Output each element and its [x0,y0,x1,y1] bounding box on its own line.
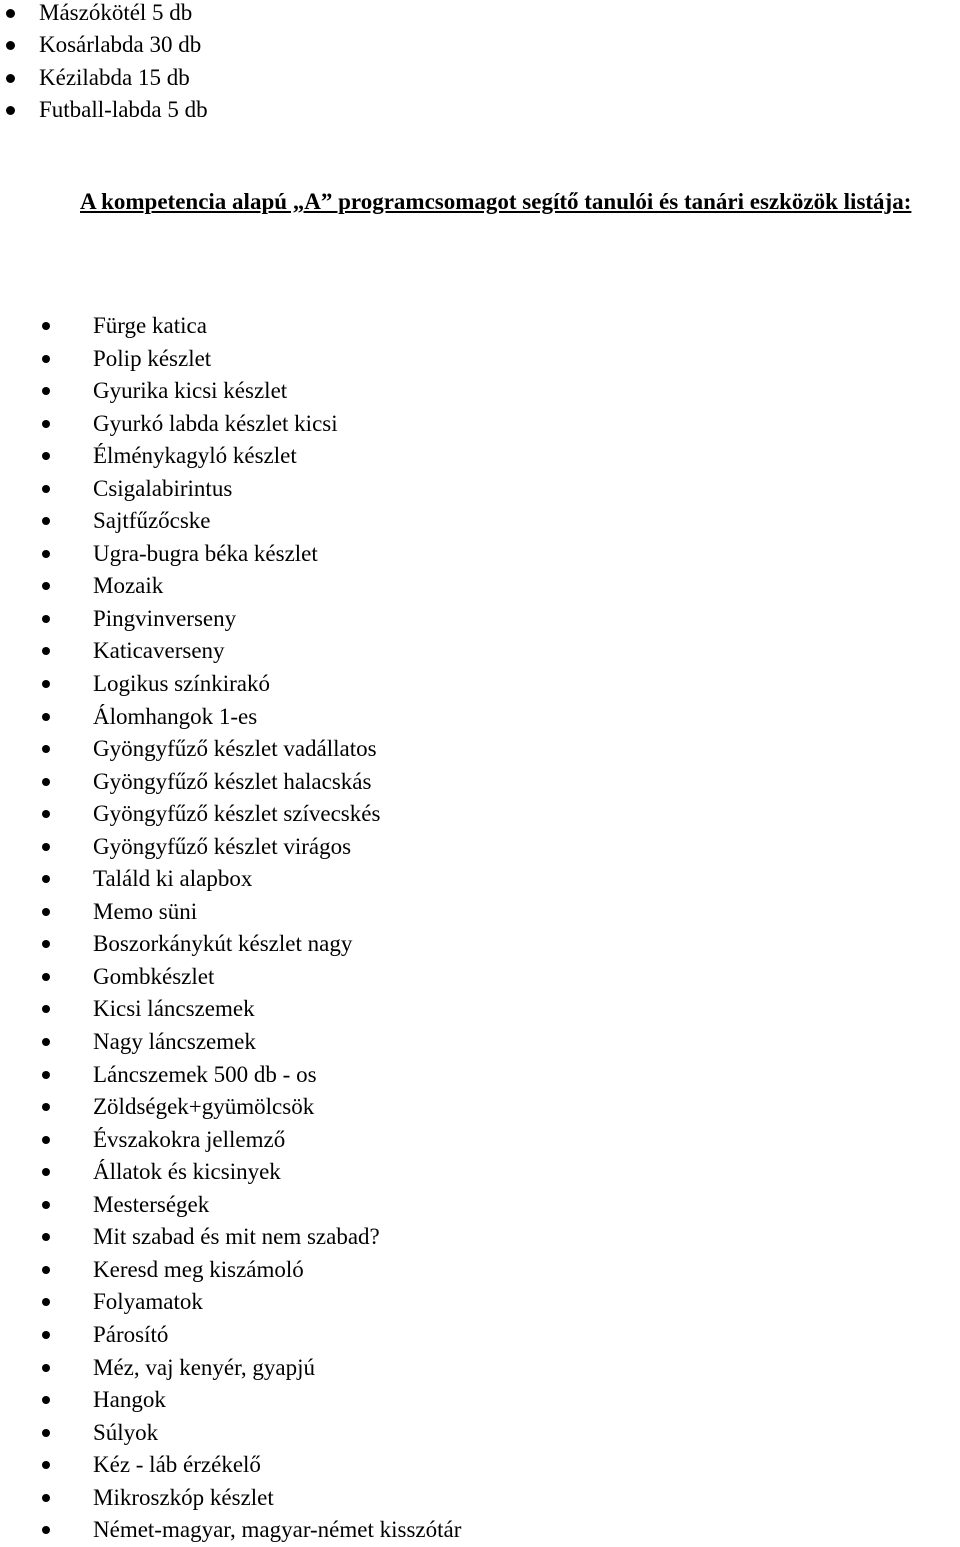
section-heading: A kompetencia alapú „A” programcsomagot segítő tanulói és tanári eszközök listája: [80,189,912,214]
bullet-icon [42,1298,50,1306]
list-item-text: Kéz - láb érzékelő [93,1452,261,1478]
bullet-icon [42,1103,50,1111]
list-item-text: Nagy láncszemek [93,1029,256,1055]
list-item-text: Katicaverseny [93,638,225,664]
bullet-icon [42,517,50,525]
bullet-icon [42,973,50,981]
bullet-icon [42,647,50,655]
list-item-text: Csigalabirintus [93,475,233,501]
list-item-text: Futball-labda 5 db [39,97,208,123]
list-item-text: Párosító [93,1321,169,1347]
list-item-text: Kosárlabda 30 db [39,32,202,58]
list-item-text: Mit szabad és mit nem szabad? [93,1224,380,1250]
bullet-icon [42,843,50,851]
bullet-icon [42,940,50,948]
bullet-icon [42,680,50,688]
bullet-icon [42,615,50,623]
list-item-text: Logikus színkirakó [93,671,270,697]
bullet-icon [42,452,50,460]
list-item-text: Gyöngyfűző készlet virágos [93,833,352,859]
bullet-icon [42,1136,50,1144]
list-item-text: Találd ki alapbox [93,866,253,892]
list-item-text: Mászókötél 5 db [39,0,193,25]
list-item-text: Német-magyar, magyar-német kisszótár [93,1517,462,1543]
list-item-text: Állatok és kicsinyek [93,1159,281,1185]
bullet-icon [42,355,50,363]
list-item-text: Hangok [93,1387,166,1413]
bullet-icon [6,41,15,50]
list-item-text: Gyöngyfűző készlet szívecskés [93,801,381,827]
list-item-text: Mikroszkóp készlet [93,1484,274,1510]
list-item-text: Mesterségek [93,1191,210,1217]
bullet-icon [42,1429,50,1437]
bullet-icon [42,1526,50,1534]
bullet-icon [42,908,50,916]
bullet-icon [42,1005,50,1013]
list-item-text: Fürge katica [93,313,207,338]
bullet-icon [6,9,15,18]
list-item-text: Méz, vaj kenyér, gyapjú [93,1354,315,1380]
bullet-icon [42,1233,50,1241]
list-item-text: Zöldségek+gyümölcsök [93,1094,315,1120]
list-item-text: Boszorkánykút készlet nagy [93,931,353,957]
bullet-icon [42,550,50,558]
list-item-text: Gyöngyfűző készlet halacskás [93,768,372,794]
bullet-icon [42,1266,50,1274]
bullet-icon [42,485,50,493]
list-item-text: Súlyok [93,1419,159,1445]
list-item-text: Gyöngyfűző készlet vadállatos [93,736,377,762]
bullet-icon [42,810,50,818]
list-item-text: Láncszemek 500 db - os [93,1061,317,1087]
bullet-icon [42,1038,50,1046]
bullet-icon [42,387,50,395]
list-item-text: Álomhangok 1-es [93,703,258,729]
list-item-text: Ugra-bugra béka készlet [93,540,318,566]
list-item-text: Keresd meg kiszámoló [93,1256,304,1282]
list-item-text: Gyurkó labda készlet kicsi [93,410,338,436]
bullet-icon [6,106,15,115]
list-item-text: Gombkészlet [93,963,215,989]
list-item-text: Polip készlet [93,345,212,371]
bullet-icon [42,1461,50,1469]
list-item-text: Sajtfűzőcske [93,508,211,534]
bullet-icon [42,582,50,590]
bullet-icon [42,1331,50,1339]
list-item-text: Pingvinverseny [93,605,237,631]
bullet-icon [42,1494,50,1502]
bullet-icon [42,1201,50,1209]
bullet-icon [42,420,50,428]
bullet-icon [42,1168,50,1176]
list-item-text: Memo süni [93,898,198,924]
bullet-icon [42,322,50,330]
bullet-icon [42,1364,50,1372]
list-item-text: Mozaik [93,573,164,599]
list-item-text: Gyurika kicsi készlet [93,378,288,404]
list-item-text: Kicsi láncszemek [93,996,255,1022]
list-item-text: Élménykagyló készlet [93,443,297,469]
bullet-icon [42,875,50,883]
bullet-icon [42,713,50,721]
bullet-icon [42,1396,50,1404]
bullet-icon [42,745,50,753]
bullet-icon [42,778,50,786]
bullet-icon [6,74,15,83]
list-item-text: Kézilabda 15 db [39,64,190,90]
list-item-text: Évszakokra jellemző [93,1126,286,1152]
bullet-icon [42,1071,50,1079]
list-item-text: Folyamatok [93,1289,203,1315]
